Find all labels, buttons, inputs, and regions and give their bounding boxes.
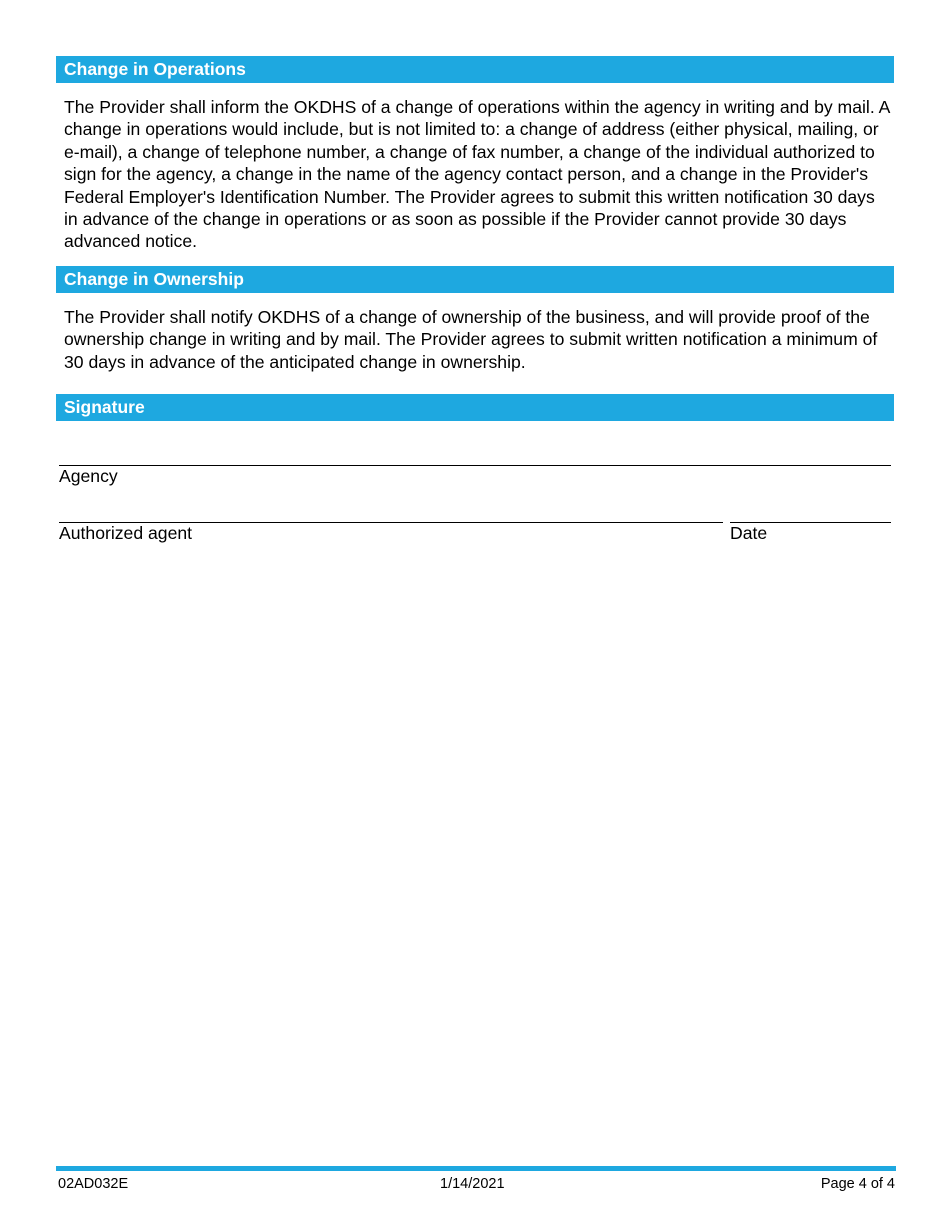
footer-form-id: 02AD032E xyxy=(58,1176,129,1192)
section-body-change-in-ownership: The Provider shall notify OKDHS of a change of ownership of the business, and will provide proof of the ownership change in writing and by mail. The Provider agrees to submit written notification a minimum of 30 days in advance of the anticipated change in ownership. xyxy=(64,307,878,372)
authorized-agent-label: Authorized agent xyxy=(59,523,193,543)
section-body-change-in-operations: The Provider shall inform the OKDHS of a change of operations within the agency in writing and by mail. A change in operations would include, but is not limited to: a change of address (either physical, mailing, or e-mail), a change of telephone number, a change of fax number, a change of the individual authorized to sign for the agency, a change in the name of the agency contact person, and a change in the Provider's Federal Employer's Identification Number. The Provider agrees to submit this written notification 30 days in advance of the change in operations or as soon as possible if the Provider cannot provide 30 days advanced notice. xyxy=(64,97,890,252)
section-header-signature: Signature xyxy=(56,394,894,421)
section-header-change-in-ownership: Change in Ownership xyxy=(56,266,894,293)
date-label: Date xyxy=(730,523,768,543)
agency-signature-line[interactable] xyxy=(59,465,891,466)
footer-rule xyxy=(56,1166,896,1171)
footer-date: 1/14/2021 xyxy=(440,1176,505,1192)
agency-label: Agency xyxy=(59,466,118,486)
footer-page-number: Page 4 of 4 xyxy=(820,1176,895,1192)
section-header-change-in-operations: Change in Operations xyxy=(56,56,894,83)
